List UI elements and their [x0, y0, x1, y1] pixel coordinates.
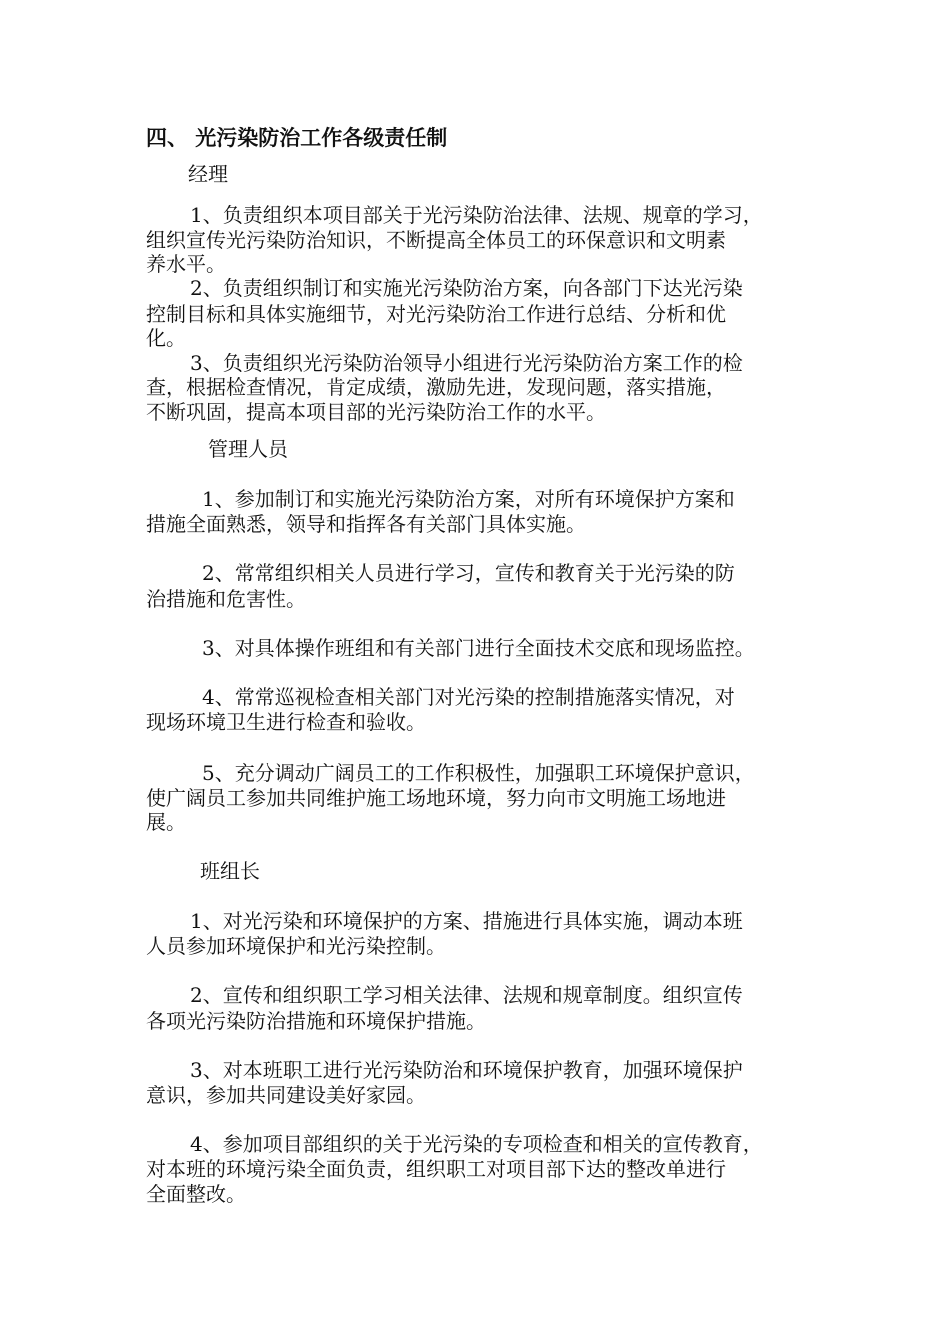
leader-item-3-line-1: 3、对本班职工进行光污染防治和环境保护教育，加强环境保护 [190, 1058, 743, 1082]
leader-item-1-line-1: 1、对光污染和环境保护的方案、措施进行具体实施，调动本班 [190, 909, 743, 933]
manager-item-3-line-2: 查，根据检查情况，肯定成绩，激励先进，发现问题，落实措施， [146, 375, 726, 399]
leader-item-4-line-1: 4、参加项目部组织的关于光污染的专项检查和相关的宣传教育， [190, 1132, 763, 1156]
staff-item-4-line-1: 4、常常巡视检查相关部门对光污染的控制措施落实情况，对 [202, 685, 735, 709]
leader-item-2-line-2: 各项光污染防治措施和环境保护措施。 [146, 1009, 486, 1033]
section-heading: 四、 光污染防治工作各级责任制 [146, 126, 448, 150]
staff-item-5-line-2: 使广阔员工参加共同维护施工场地环境，努力向市文明施工场地进 [146, 786, 726, 810]
staff-item-3-line-1: 3、对具体操作班组和有关部门进行全面技术交底和现场监控。 [202, 636, 755, 660]
staff-item-1-line-2: 措施全面熟悉，领导和指挥各有关部门具体实施。 [146, 512, 586, 536]
manager-item-2-line-3: 化。 [146, 326, 186, 350]
staff-item-5-line-3: 展。 [146, 810, 186, 834]
leader-item-1-line-2: 人员参加环境保护和光污染控制。 [146, 934, 446, 958]
staff-item-5-line-1: 5、充分调动广阔员工的工作积极性，加强职工环境保护意识， [202, 761, 755, 785]
manager-item-1-line-2: 组织宣传光污染防治知识，不断提高全体员工的环保意识和文明素 [146, 228, 726, 252]
staff-item-1-line-1: 1、参加制订和实施光污染防治方案，对所有环境保护方案和 [202, 487, 735, 511]
role-title-manager: 经理 [188, 162, 228, 186]
leader-item-4-line-2: 对本班的环境污染全面负责，组织职工对项目部下达的整改单进行 [146, 1157, 726, 1181]
manager-item-2-line-2: 控制目标和具体实施细节，对光污染防治工作进行总结、分析和优 [146, 302, 726, 326]
manager-item-1-line-3: 养水平。 [146, 252, 226, 276]
manager-item-2-line-1: 2、负责组织制订和实施光污染防治方案，向各部门下达光污染 [190, 276, 743, 300]
staff-item-4-line-2: 现场环境卫生进行检查和验收。 [146, 710, 426, 734]
leader-item-4-line-3: 全面整改。 [146, 1182, 246, 1206]
role-title-management-staff: 管理人员 [208, 437, 288, 461]
manager-item-1-line-1: 1、负责组织本项目部关于光污染防治法律、法规、规章的学习， [190, 203, 763, 227]
manager-item-3-line-1: 3、负责组织光污染防治领导小组进行光污染防治方案工作的检 [190, 351, 743, 375]
role-title-team-leader: 班组长 [200, 859, 260, 883]
staff-item-2-line-1: 2、常常组织相关人员进行学习，宣传和教育关于光污染的防 [202, 561, 735, 585]
leader-item-2-line-1: 2、宣传和组织职工学习相关法律、法规和规章制度。组织宣传 [190, 983, 743, 1007]
leader-item-3-line-2: 意识，参加共同建设美好家园。 [146, 1083, 426, 1107]
staff-item-2-line-2: 治措施和危害性。 [146, 587, 306, 611]
manager-item-3-line-3: 不断巩固，提高本项目部的光污染防治工作的水平。 [146, 400, 606, 424]
